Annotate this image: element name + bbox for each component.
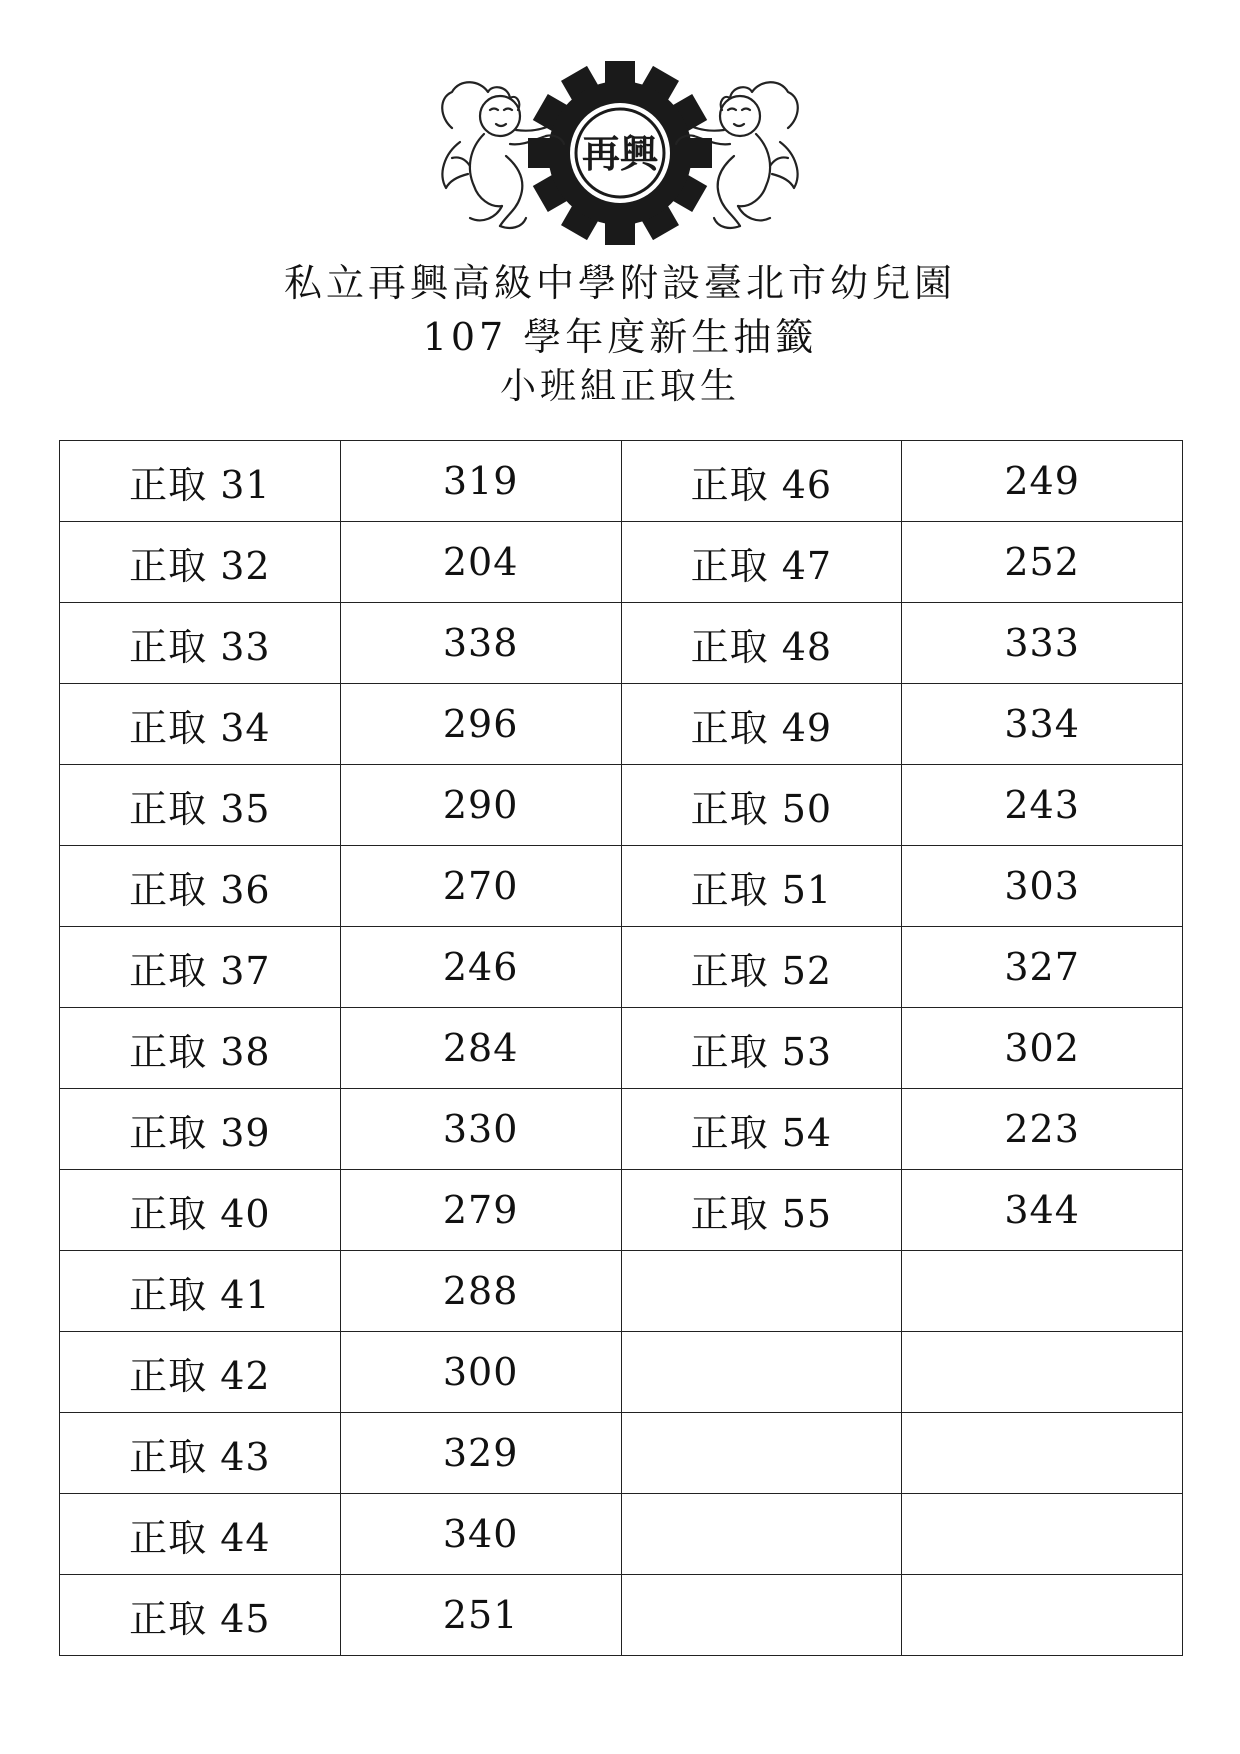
table-row: [60, 603, 1183, 684]
lottery-number-cell: [902, 1575, 1183, 1656]
lottery-number-cell: 288: [340, 1251, 621, 1332]
admission-rank-cell: 正取 31: [60, 441, 341, 522]
table-row: [60, 927, 1183, 1008]
table-row: [60, 846, 1183, 927]
lottery-number-cell: [902, 1251, 1183, 1332]
table-row: [60, 1332, 1183, 1413]
admission-rank-cell: 正取 52: [621, 927, 902, 1008]
lottery-number-cell: 290: [340, 765, 621, 846]
lottery-number-cell: [902, 1494, 1183, 1575]
lottery-number-cell: 319: [340, 441, 621, 522]
admission-rank-cell: 正取 39: [60, 1089, 341, 1170]
lottery-number-cell: 296: [340, 684, 621, 765]
admission-rank-cell: 正取 36: [60, 846, 341, 927]
lottery-number-cell: 243: [902, 765, 1183, 846]
lottery-number-cell: 302: [902, 1008, 1183, 1089]
table-row: [60, 1170, 1183, 1251]
lottery-number-cell: 333: [902, 603, 1183, 684]
school-logo: [430, 58, 810, 248]
table-row: [60, 441, 1183, 522]
admission-rank-cell: 正取 53: [621, 1008, 902, 1089]
lottery-number-cell: 270: [340, 846, 621, 927]
lottery-number-cell: 300: [340, 1332, 621, 1413]
results-table-body: [60, 441, 1183, 1656]
lottery-number-cell: 338: [340, 603, 621, 684]
admission-rank-cell: 正取 35: [60, 765, 341, 846]
lottery-number-cell: 329: [340, 1413, 621, 1494]
admission-rank-cell: 正取 34: [60, 684, 341, 765]
admission-rank-cell: [621, 1413, 902, 1494]
admission-rank-cell: 正取 55: [621, 1170, 902, 1251]
table-row: [60, 1575, 1183, 1656]
lottery-number-cell: 246: [340, 927, 621, 1008]
admission-rank-cell: 正取 48: [621, 603, 902, 684]
admission-rank-cell: 正取 49: [621, 684, 902, 765]
lottery-number-cell: 249: [902, 441, 1183, 522]
lottery-number-cell: 279: [340, 1170, 621, 1251]
admission-rank-cell: [621, 1251, 902, 1332]
admission-rank-cell: 正取 33: [60, 603, 341, 684]
admission-results-table: [59, 440, 1183, 1656]
lottery-number-cell: [902, 1332, 1183, 1413]
admission-rank-cell: [621, 1332, 902, 1413]
table-row: [60, 1494, 1183, 1575]
lottery-number-cell: 251: [340, 1575, 621, 1656]
lottery-number-cell: 303: [902, 846, 1183, 927]
school-name-heading: 私立再興高級中學附設臺北市幼兒園: [283, 261, 956, 305]
admission-rank-cell: 正取 42: [60, 1332, 341, 1413]
table-row: [60, 1089, 1183, 1170]
table-row: [60, 1413, 1183, 1494]
lottery-number-cell: 340: [340, 1494, 621, 1575]
table-row: [60, 522, 1183, 603]
lottery-number-cell: 330: [340, 1089, 621, 1170]
gear-icon: [528, 61, 712, 245]
admission-rank-cell: 正取 43: [60, 1413, 341, 1494]
admission-rank-cell: 正取 54: [621, 1089, 902, 1170]
lottery-number-cell: 284: [340, 1008, 621, 1089]
lottery-number-cell: 327: [902, 927, 1183, 1008]
lottery-title: 107 學年度新生抽籤: [422, 315, 818, 359]
lottery-number-cell: 334: [902, 684, 1183, 765]
admission-rank-cell: 正取 41: [60, 1251, 341, 1332]
admission-rank-cell: 正取 32: [60, 522, 341, 603]
lottery-number-cell: 223: [902, 1089, 1183, 1170]
table-row: [60, 1008, 1183, 1089]
admission-rank-cell: 正取 46: [621, 441, 902, 522]
table-row: [60, 1251, 1183, 1332]
admission-rank-cell: 正取 51: [621, 846, 902, 927]
table-row: [60, 684, 1183, 765]
admission-rank-cell: 正取 37: [60, 927, 341, 1008]
admission-rank-cell: 正取 40: [60, 1170, 341, 1251]
admission-rank-cell: 正取 44: [60, 1494, 341, 1575]
group-subtitle: 小班組正取生: [499, 366, 740, 407]
admission-rank-cell: 正取 50: [621, 765, 902, 846]
logo-seal-text: 再興: [581, 132, 659, 176]
admission-rank-cell: 正取 47: [621, 522, 902, 603]
lottery-number-cell: 344: [902, 1170, 1183, 1251]
lottery-number-cell: [902, 1413, 1183, 1494]
admission-rank-cell: 正取 38: [60, 1008, 341, 1089]
lottery-number-cell: 204: [340, 522, 621, 603]
admission-rank-cell: [621, 1494, 902, 1575]
lottery-number-cell: 252: [902, 522, 1183, 603]
table-row: [60, 765, 1183, 846]
admission-rank-cell: 正取 45: [60, 1575, 341, 1656]
admission-rank-cell: [621, 1575, 902, 1656]
